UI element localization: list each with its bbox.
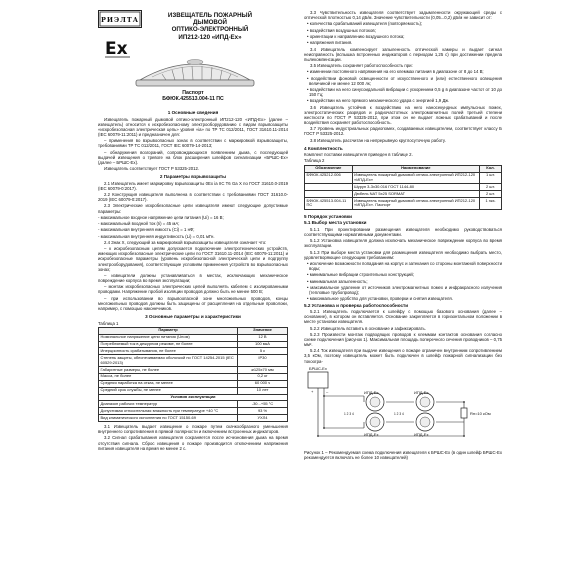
table-cell: БФЮК.425513.004-11 ПС bbox=[305, 198, 353, 210]
list-item: • изменении постоянного напряжения на его клеммах питания в диапазоне от 8 до 14 В; bbox=[307, 69, 484, 75]
table-row bbox=[99, 366, 288, 373]
list-item: - максимальная внутренняя индуктивность (Li) = 0,01 мГн. bbox=[98, 233, 215, 239]
table-row bbox=[305, 184, 502, 191]
parameters-table bbox=[98, 327, 288, 422]
list-item: - максимальная внутренняя емкость (Ci) = 1 нФ; bbox=[98, 227, 195, 233]
table-row bbox=[99, 334, 288, 341]
right-column bbox=[304, 10, 502, 461]
paragraph: Комплект поставки извещателя приведен в таблице 2. bbox=[304, 152, 413, 158]
list-item: • минимальные вибрации строительных конструкций; bbox=[307, 272, 414, 278]
table-cell: IP30 bbox=[238, 355, 288, 367]
resistor-label: Rн=10 кОм bbox=[470, 410, 491, 416]
paragraph: 5.2.3 Произвести монтаж подводящих проводов к клеммам контактов основания согласно схеме подключения (рисунок 1). Максимальная площадь поперечного сечения проводников – 0,75 мм². bbox=[304, 331, 502, 348]
paragraph: – извещатели должны устанавливаться в местах, исключающих механическое повреждение корпуса во время эксплуатации; bbox=[98, 272, 288, 283]
paragraph: 3.8 Извещатель рассчитан на непрерывную круглосуточную работу. bbox=[310, 137, 446, 143]
table-cell: Дюбель NAT 5х25 SORMAT bbox=[352, 191, 479, 198]
table-header: Наименование bbox=[352, 165, 479, 172]
table-cell: 10 лет bbox=[238, 387, 288, 394]
table-row bbox=[305, 172, 502, 184]
paragraph: – к искробезопасным цепям допускается подключение электротехнических устройств, имеющих искробезопасные электрические цепи по ГОСТ 31610.11-2014 (IEC 60079-11:2011) и искробезопасные параметры (уровень искробезопасной электрической цепи и подгруппу электрооборудования), соответствующие условиям применения устройств во взрывоопасных зонах; bbox=[98, 246, 288, 272]
list-item: • воздействия воздушных потоков; bbox=[307, 27, 376, 33]
table-cell: Степень защиты, обеспечиваемая оболочкой по ГОСТ 14254-2015 (IEC 60529:2013) bbox=[99, 355, 238, 367]
table-header: Параметр bbox=[99, 327, 238, 334]
table-cell: 1 экз. bbox=[480, 198, 502, 210]
table-cell: УХЛ4 bbox=[238, 415, 288, 422]
minus-label: – bbox=[326, 388, 329, 394]
table-row bbox=[99, 341, 288, 348]
table-cell: Допустимая относительная влажность при температуре +40 °С bbox=[99, 408, 238, 415]
detector-symbol bbox=[416, 413, 434, 431]
passport-heading bbox=[98, 90, 288, 102]
table-row bbox=[305, 191, 502, 198]
table-subheader-row bbox=[99, 394, 288, 401]
terminal-numbers: 1 2 3 4 bbox=[394, 411, 404, 416]
table-row bbox=[99, 373, 288, 380]
table-cell: 2 шт. bbox=[480, 191, 502, 198]
detector-label: ИПД-Ех bbox=[364, 431, 379, 437]
list-item: • ориентации к направлению воздушного потока; bbox=[307, 33, 405, 39]
contents-table bbox=[304, 165, 502, 210]
subsection-title: 5.1 Выбор места установки bbox=[304, 220, 367, 226]
wiring-diagram bbox=[304, 366, 502, 450]
title-line: ИЗВЕЩАТЕЛЬ ПОЖАРНЫЙ bbox=[167, 12, 253, 19]
list-item: • максимальное удобство для установки, проверки и снятия извещателя. bbox=[307, 296, 453, 302]
brshs-block bbox=[308, 372, 328, 388]
section-title: 4 Комплектность bbox=[304, 145, 343, 151]
table-cell: Инерционность срабатывания, не более bbox=[99, 348, 238, 355]
detector-symbol bbox=[416, 393, 434, 411]
figure-caption: Рисунок 1 – Рекомендуемая схема подключения извещателя к БРШС-Ех (в один шлейф БРШС-Ех рекомендуется включать не более 10 извещателей) bbox=[304, 449, 502, 460]
paragraph: Извещатель пожарный дымовой оптико-электронный ИП212-120 «ИПД-Ех» (далее – извещатель) относится к искробезопасному электрооборудованию с видом взрывозащиты «искробезопасная электрическая цепь» уровня «ia» по ТР ТС 012/2011, ГОСТ 31610.11-2014 (IEC 60079-11:2011) и предназначен для: bbox=[98, 116, 288, 137]
wiring-diagram-svg bbox=[304, 366, 502, 450]
list-item: • воздействии на него синусоидальной вибрации с ускорением 0,5 g в диапазоне частот от 10 до 150 Гц; bbox=[307, 86, 502, 97]
table-cell: Шуруп 3-3х30.016 ГОСТ 1144-80 bbox=[352, 184, 479, 191]
terminal-numbers: 1 2 3 4 bbox=[344, 411, 354, 416]
list-item: • воздействии фоновой освещенности от искусственного и (или) естественного освещения величиной не менее 12 000 лк; bbox=[307, 75, 502, 86]
list-item: - максимальный входной ток (Ii) = 45 мА; bbox=[98, 221, 180, 227]
passport-code: БФЮК.425513.004-11 ПС bbox=[162, 96, 224, 103]
detector-symbol bbox=[366, 413, 384, 431]
section-title: 1 Основные сведения bbox=[167, 110, 219, 115]
detector-symbol bbox=[366, 393, 384, 411]
table-subheader: Условия эксплуатации bbox=[99, 394, 288, 401]
paragraph: – применения во взрывоопасных зонах в соответствии с маркировкой взрывозащиты, требованиями ТР ТС 012/2011, ГОСТ IEC 60079-14-2013; bbox=[98, 138, 288, 149]
table-cell bbox=[305, 191, 353, 198]
table-row bbox=[99, 401, 288, 408]
svg-text:Ex: Ex bbox=[105, 39, 128, 59]
paragraph: 3.5 Извещатель сохраняет работоспособность при: bbox=[310, 62, 413, 68]
table-header-row bbox=[305, 165, 502, 172]
table-cell: 2 шт. bbox=[480, 184, 502, 191]
table-cell: 93 % bbox=[238, 408, 288, 415]
detector-label: ИПД-Ех bbox=[414, 389, 429, 395]
table-cell: Вид климатического исполнения по ГОСТ 15150-69 bbox=[99, 415, 238, 422]
paragraph: – обнаружения возгораний, сопровождающихся появлением дыма, с последующей выдачей извещения о тревоге на блок расширения шлейфов сигнализации «БРШС-Ех» (далее – БРШС-Ех). bbox=[98, 149, 288, 165]
table-cell: Извещатель пожарный дымовой оптико-электронный ИП212-120 «ИПД-Ех». Паспорт bbox=[352, 198, 479, 210]
list-item: • напряжения питания. bbox=[307, 40, 353, 46]
list-item: • исключение возможности попадания на корпус и затекания со стороны монтажной поверхности воды; bbox=[307, 260, 502, 272]
table-cell: 0,2 кг bbox=[238, 373, 288, 380]
paragraph: 2.4 Знак X, следующий за маркировкой взрывозащиты извещателя означает что: bbox=[104, 239, 267, 245]
table-cell: 60 000 ч bbox=[238, 380, 288, 387]
table-cell: 5 с bbox=[238, 348, 288, 355]
table-cell: Диапазон рабочих температур bbox=[99, 401, 238, 408]
paragraph: 5.1.2 Установка извещателя должна исключать механическое повреждение корпуса во время эксплуатации. bbox=[304, 238, 502, 249]
table-header: Обозначение bbox=[305, 165, 353, 172]
brand-logo-mark bbox=[99, 11, 141, 27]
brshs-label: БРШС-Ех bbox=[309, 365, 327, 371]
list-item: • количества срабатываний извещателя (повторяемость); bbox=[307, 21, 423, 27]
paragraph: 5.2.4 Ток извещателя при выдаче извещения о пожаре ограничен внутренним сопротивлением 3,5 кОм, поэтому извещатель может быть подключен в шлейф пожарной сигнализации без токоогра- bbox=[304, 348, 502, 364]
table-cell: Номинальное напряжение цепи питания (Uном) bbox=[99, 334, 238, 341]
paragraph: 3.1 Извещатель выдает извещение о пожаре путем скачкообразного уменьшения внутреннего сопротивления в прямой полярности и включением встроенных индикаторов. bbox=[98, 424, 288, 435]
list-item: • минимальная запыленность; bbox=[307, 278, 368, 284]
passport-title: Паспорт bbox=[182, 90, 204, 96]
paragraph: 3.6 Извещатель устойчив к воздействию на него наносекундных импульсных помех, электростатических разрядов и радиочастотных электромагнитных полей третьей степени жесткости по ГОСТ Р 53325-2012, при этом он не выдает ложных срабатываний и после воздействия сохраняет работоспособность. bbox=[304, 104, 502, 125]
section-title: 2 Параметры взрывозащиты bbox=[159, 174, 227, 180]
table-cell: -30...+55 °С bbox=[238, 401, 288, 408]
paragraph: 3.7 Уровень индустриальных радиопомех, создаваемых извещателем, соответствует классу Б ГОСТ Р 53325-2012. bbox=[304, 126, 502, 137]
table-cell: Средний срок службы, не менее bbox=[99, 387, 238, 394]
paragraph: 5.2.2 Извещатель вставить в основание и зафиксировать. bbox=[310, 325, 426, 331]
table-cell: ⌀125x70 мм bbox=[238, 366, 288, 373]
table-cell: Масса, не более bbox=[99, 373, 238, 380]
paragraph: – монтаж искробезопасных электрических цепей выполнять кабелем с изолированными проводами. Напряжение пробой изоляции проводов должно быть не менее 500 В; bbox=[98, 284, 288, 295]
paragraph: 3.3 Чувствительность извещателя соответствует задымленности окружающей среды с оптической плотностью 0,14 дБ/м. Значение чувствительности (0,05...0,2) дБ/м не зависит от: bbox=[304, 10, 502, 21]
detector-image bbox=[132, 50, 258, 90]
paragraph: 5.1.1 При проектировании размещения извещателя необходимо руководствоваться соответствующими нормативными документами. bbox=[304, 226, 502, 237]
paragraph: 3.2 Сигнал срабатывания извещателя сохраняется после исчезновения дыма на время отсутствия сигнала. Сброс извещения о пожаре производится отключением напряжения питания извещателя на время не менее 2 с. bbox=[98, 435, 288, 451]
table-caption: Таблица 1 bbox=[98, 320, 119, 326]
table-cell: Извещатель пожарный дымовой оптико-электронный ИП212-120 «ИПД-Ех» bbox=[352, 172, 479, 184]
table-row bbox=[99, 408, 288, 415]
paragraph: Извещатель соответствует ГОСТ Р 53325-2012. bbox=[104, 166, 200, 171]
table-cell: 1 шт. bbox=[480, 172, 502, 184]
table-row bbox=[99, 348, 288, 355]
table-cell: 12 В bbox=[238, 334, 288, 341]
table-row bbox=[99, 415, 288, 422]
left-column bbox=[98, 107, 288, 452]
table-header: Кол. bbox=[480, 165, 502, 172]
title-line: ИП212-120 «ИПД-Ех» bbox=[178, 33, 242, 41]
table-cell: Габаритные размеры, не более bbox=[99, 366, 238, 373]
ex-mark-icon bbox=[104, 36, 132, 58]
list-item: • воздействии на него прямого механического удара с энергией 1,9 Дж. bbox=[307, 98, 450, 104]
resistor bbox=[461, 408, 467, 418]
list-item: • максимальное удаление от источников электромагнитных помех и инфракрасного излучения (тепловые трубопровод); bbox=[307, 284, 502, 295]
table-header: Значение bbox=[238, 327, 288, 334]
title-line: ДЫМОВОЙ bbox=[192, 19, 227, 27]
paragraph: 3.4 Извещатель компенсирует запыленность оптической камеры и выдает сигнал неисправность (вспышка встроенных индикаторов с периодом 1,25 с) при достижении предела пылекомпенсации. bbox=[304, 46, 502, 62]
table-cell: Средняя наработка на отказ, не менее bbox=[99, 380, 238, 387]
table-row bbox=[99, 380, 288, 387]
subsection-title: 5.2 Установка и проверка работоспособности bbox=[304, 302, 409, 308]
detector-label: ИПД-Ех bbox=[364, 389, 379, 395]
paragraph: 5.1.3 При выборе места установки для размещения извещателя необходимо выбрать место, удовлетворяющее следующим требованиям: bbox=[304, 249, 502, 260]
table-cell bbox=[305, 184, 353, 191]
table-cell: 100 мкА bbox=[238, 341, 288, 348]
table-row bbox=[305, 198, 502, 210]
paragraph: 5.2.1 Извещатель подключается к шлейфу с помощью базового основания (далее – основание), в котором он вставляется. Основание закрепляется в горизонтальном положении в месте установки извещателя. bbox=[304, 309, 502, 325]
table-header-row bbox=[99, 327, 288, 334]
paragraph: 2.2 Конструкция извещателя выполнена в соответствии с требованиями ГОСТ 31610.0-2019 (IEC 60079-0:2017). bbox=[98, 192, 288, 203]
list-item: - максимальное входное напряжение цепи питания (Ui) = 16 В; bbox=[98, 214, 224, 220]
section-title: 5 Порядок установки bbox=[304, 213, 352, 219]
table-caption: Таблица 2 bbox=[304, 158, 325, 164]
plus-label: + bbox=[311, 388, 314, 394]
detector-label: ИПД-Ех bbox=[414, 431, 429, 437]
section-title: 3 Основные параметры и характеристики bbox=[145, 313, 241, 319]
paragraph: – при использовании во взрывоопасной зоне многожильных проводов, концы многожильных проводов должны быть защищены от расщепления на отдельные проволоки, например, с помощью наконечников. bbox=[98, 295, 288, 311]
table-cell: Потребляемый ток в дежурном режиме, не более bbox=[99, 341, 238, 348]
table-row bbox=[99, 355, 288, 367]
document-title bbox=[150, 12, 270, 41]
paragraph: 2.1 Извещатель имеет маркировку взрывозащиты 0Ex ia IIC T6 Ga X по ГОСТ 31610.0-2019 (IEC 60079-0:2017). bbox=[98, 180, 288, 191]
table-row bbox=[99, 387, 288, 394]
brand-logo bbox=[98, 10, 142, 28]
table-cell: БФЮК.425212.006 bbox=[305, 172, 353, 184]
title-line: ОПТИКО-ЭЛЕКТРОННЫЙ bbox=[171, 26, 249, 34]
svg-text:РИЭЛТА: РИЭЛТА bbox=[100, 16, 140, 24]
paragraph: 2.3 Электрические искробезопасные цепи извещателя имеют следующие допустимые параметры: bbox=[98, 203, 288, 214]
